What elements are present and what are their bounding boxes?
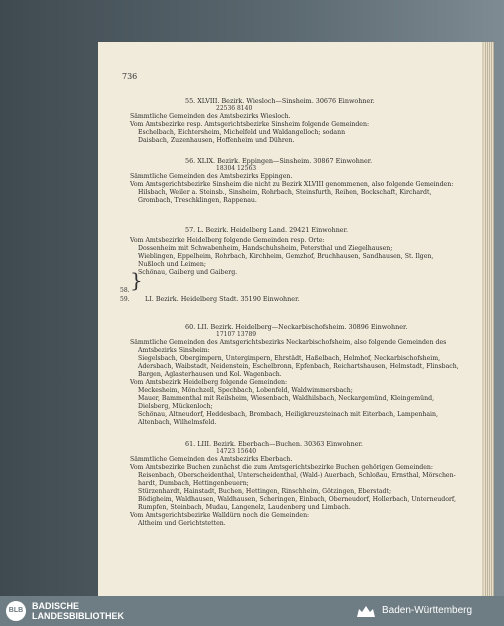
entry-heading: 55. XLVIII. Bezirk. Wiesloch—Sinsheim. 30676 Einwohner. bbox=[185, 97, 375, 105]
entry-line: Bödigheim, Waldhausen, Waldhausen, Scheringen, Einbach, Oberneudorf, Hollerbach, Unterneudorf, bbox=[138, 496, 456, 503]
entry-line: Adersbach, Waibstadt, Neidenstein, Eschelbronn, Epfenbach, Reichartshausen, Helmstadt, Flinsbach, bbox=[138, 363, 459, 370]
entry-line: Vom Amtsgerichtsbezirke Sinsheim die nicht zu Bezirk XLVIII genommenen, also folgende Gemeinden: bbox=[130, 181, 454, 188]
entry-numbers: 18304 12563 bbox=[216, 165, 257, 172]
entry-line: Rumpfen, Steinbach, Mudau, Langenelz, Laudenberg und Limbach. bbox=[138, 504, 351, 511]
brace-number: 59. bbox=[120, 296, 130, 303]
brace-number: 58. bbox=[120, 287, 130, 294]
entry-line: Vom Amtsbezirke resp. Amtsgerichtsbezirke Sinsheim folgende Gemeinden: bbox=[130, 121, 370, 128]
entry-heading: LI. Bezirk. Heidelberg Stadt. 35190 Einwohner. bbox=[145, 295, 300, 303]
state-name[interactable]: Baden-Württemberg bbox=[382, 605, 473, 616]
brace: } bbox=[130, 268, 143, 292]
entry-line: Dielsberg, Mückenloch; bbox=[138, 403, 213, 410]
entry-heading: 61. LIII. Bezirk. Eberbach—Buchen. 30363 Einwohner. bbox=[185, 440, 363, 448]
entry-line: Meckesheim, Mönchzell, Spechbach, Lobenfeld, Waldwimmersbach; bbox=[138, 387, 353, 394]
entry-line: Vom Amtsgerichtsbezirke Walldürn noch die Gemeinden: bbox=[130, 512, 310, 519]
entry-heading: 60. LII. Bezirk. Heidelberg—Neckarbischofsheim. 30896 Einwohner. bbox=[185, 323, 408, 331]
entry-line: Stürzenhardt, Hainstadt, Buchen, Hettingen, Rinschheim, Götzingen, Eberstadt; bbox=[138, 488, 392, 495]
entry-line: Vom Amtsbezirk Heidelberg folgende Gemeinden: bbox=[130, 379, 288, 386]
library-name-line2: LANDESBIBLIOTHEK bbox=[32, 611, 124, 621]
entry-line: Vom Amtsbezirke Buchen zunächst die zum Amtsgerichtsbezirke Buchen gehörigen Gemeinden: bbox=[130, 464, 433, 471]
entry-line: Siegelsbach, Obergimpern, Untergimpern, Ehrstädt, Haßelbach, Helmhof, Neckarbischofsheim, bbox=[138, 355, 441, 362]
library-name[interactable] bbox=[32, 601, 124, 621]
entry-line: Mauer, Bammenthal mit Reilsheim, Wiesenbach, Waldhilsbach, Neckargemünd, Kleingemünd, bbox=[138, 395, 435, 402]
entry-heading: 57. L. Bezirk. Heidelberg Land. 29421 Einwohner. bbox=[185, 226, 348, 234]
entry-numbers: 22536 8140 bbox=[216, 105, 253, 112]
entry-line: Reisenbach, Oberscheidenthal, Unterscheidenthal, (Wald-) Auerbach, Schloßau, Ernsthal, Mörschen- bbox=[138, 472, 456, 479]
entry-line: Vom Amtsbezirke Heidelberg folgende Gemeinden resp. Orte: bbox=[130, 237, 325, 244]
entry-line: Daisbach, Zuzenhausen, Hoffenheim und Dühren. bbox=[138, 137, 295, 144]
entry-line: Nußloch und Leimen; bbox=[138, 261, 206, 268]
entry-line: Bargen, Aglasterhausen und Kol. Wagenbach. bbox=[138, 371, 282, 378]
entry-numbers: 17107 13789 bbox=[216, 331, 257, 338]
bw-crest-icon bbox=[355, 603, 377, 619]
entry-line: Altheim und Gerichtstetten. bbox=[138, 520, 226, 527]
entry-line: Sämmtliche Gemeinden des Amtsbezirks Eberbach. bbox=[130, 456, 293, 463]
entry-line: Sämmtliche Gemeinden des Amtsbezirks Wiesloch. bbox=[130, 113, 291, 120]
entry-line: Altenbach, Wilhelmsfeld. bbox=[138, 419, 217, 426]
entry-line: Sämmtliche Gemeinden des Amtsgerichtsbezirks Neckarbischofsheim, also folgende Gemeinden des bbox=[130, 339, 447, 346]
entry-line: Sämmtliche Gemeinden des Amtsbezirks Eppingen. bbox=[130, 173, 293, 180]
entry-heading: 56. XLIX. Bezirk. Eppingen—Sinsheim. 30867 Einwohner. bbox=[185, 157, 373, 165]
entry-line: Dossenheim mit Schwabenheim, Handschuhsheim, Petersthal und Ziegelhausen; bbox=[138, 245, 393, 252]
entry-line: hardt, Dumbach, Hettingenbeuern; bbox=[138, 480, 249, 487]
entry-line: Amtsbezirks Sinsheim: bbox=[138, 347, 210, 354]
entry-line: Grombach, Treschklingen, Rappenau. bbox=[138, 197, 257, 204]
entry-line: Wieblingen, Eppelheim, Rohrbach, Kirchheim, Gemzhof, Bruchhausen, Sandhausen, St. Ilgen, bbox=[138, 253, 434, 260]
library-name-line1: BADISCHE bbox=[32, 601, 80, 611]
blb-logo[interactable]: BLB bbox=[6, 601, 26, 621]
entry-line: Schönau, Gaiberg und Gaiberg. bbox=[138, 269, 238, 276]
entry-line: Hilsbach, Weiler a. Steinsb., Sinsheim, Rohrbach, Steinsfurth, Reihen, Bockschaft, Kirchardt, bbox=[138, 189, 432, 196]
page-edges bbox=[484, 42, 494, 596]
page-number: 736 bbox=[122, 72, 138, 81]
entry-line: Eschelbach, Eichtersheim, Michelfeld und Waldangelloch; sodann bbox=[138, 129, 346, 136]
entry-line: Schönau, Altneudorf, Heddesbach, Brombach, Heiligkreuzsteinach mit Eiterbach, Lampenhain, bbox=[138, 411, 438, 418]
entry-numbers: 14723 15640 bbox=[216, 448, 257, 455]
